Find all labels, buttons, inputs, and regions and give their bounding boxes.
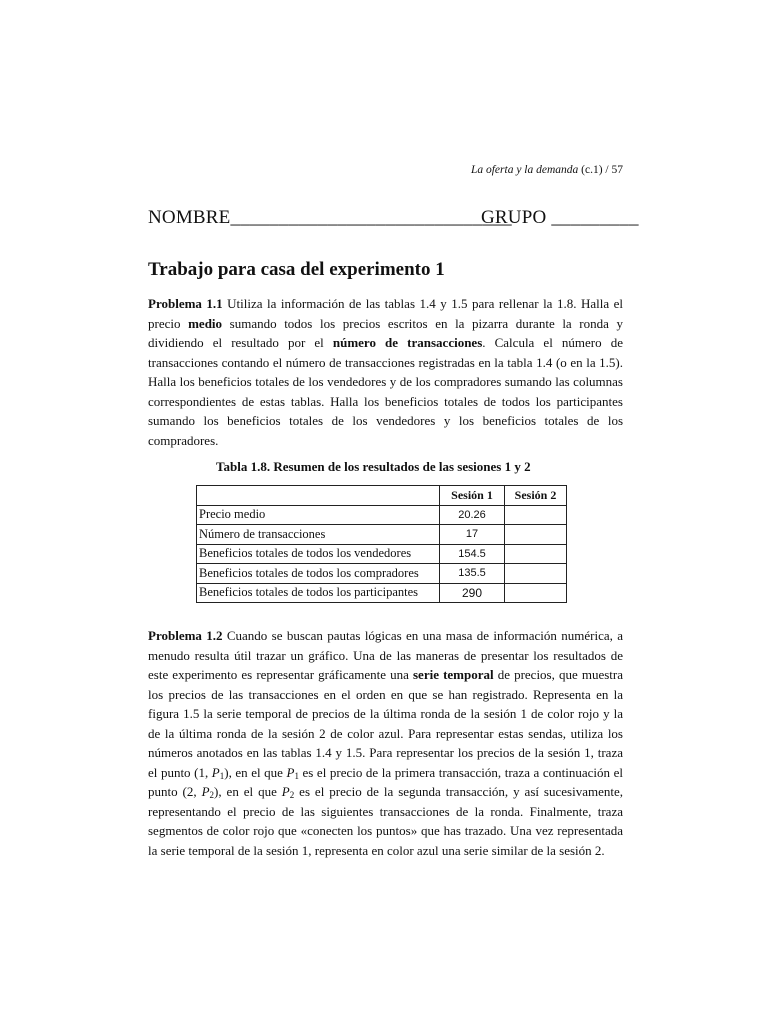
session-2-value[interactable]: [505, 564, 567, 584]
problem-1-1-bold-medio: medio: [188, 315, 223, 331]
session-1-value: 135.5: [440, 564, 505, 584]
book-title: La oferta y la demanda: [470, 164, 579, 176]
problem-1-2-text: es el precio de la primera transacción, traza a continuación el punto (2,: [148, 764, 623, 799]
name-group-line: [148, 207, 639, 229]
p-symbol: P: [281, 784, 290, 799]
table-row: [197, 505, 567, 525]
session-1-value: 290: [440, 583, 505, 603]
problem-1-2-text: ), en el que: [214, 784, 282, 799]
problem-1-2-label: Problema 1.2: [148, 628, 223, 643]
problem-1-1-bold-transacciones: número de transacciones: [332, 335, 483, 350]
session-2-value[interactable]: [505, 505, 567, 525]
running-head: [471, 164, 623, 176]
name-field-label: NOMBRE_____________________________: [148, 207, 512, 228]
row-label: Beneficios totales de todos los participantes: [197, 583, 440, 603]
problem-1-2-text: de precios, que muestra los precios de las transacciones en el orden en que se han registrado. Representa en la figura 1.5 la serie temporal de precios de la última ronda de la sesión 1 de color rojo y la de la última ronda de la sesión 2 de color azul. Para representar estas sendas, utiliza los números anotados en las tablas 1.4 y 1.5. Para representar los precios de la sesión 1, traza el punto (1,: [148, 667, 623, 780]
table-row: [197, 564, 567, 584]
table-row: [197, 544, 567, 564]
chapter-page: (c.1) / 57: [581, 164, 623, 176]
problem-1-2-text: ), en el que: [224, 764, 287, 780]
p-symbol: P: [286, 764, 295, 780]
session-2-value[interactable]: [505, 525, 567, 545]
table-header-session-1: Sesión 1: [440, 486, 505, 506]
table-row: [197, 525, 567, 545]
p-subscript: 2: [289, 790, 295, 800]
problem-1-1-text: . Calcula el número de transacciones contando el número de transacciones registradas en la tabla 1.4 (o en la 1.5). Halla los beneficios totales de los vendedores y de los compradores sumando las columnas correspondientes de estas tablas. Halla los beneficios totales de todos los participantes sumando los beneficios totales de los vendedores y los beneficios totales de los compradores.: [148, 335, 623, 448]
problem-1-2-text: Cuando se buscan pautas lógicas en una masa de información numérica, a menudo resulta útil trazar un gráfico. Una de las maneras de presentar los resultados de este experimento es representar gráficamente una: [148, 628, 623, 682]
row-label: Beneficios totales de todos los compradores: [197, 564, 440, 584]
session-1-value: 17: [440, 525, 505, 545]
p-symbol: P: [211, 764, 220, 780]
row-label: Precio medio: [197, 505, 440, 525]
session-1-value: 20.26: [440, 505, 505, 525]
session-2-value[interactable]: [505, 544, 567, 564]
problem-1-1: [148, 294, 623, 450]
table-header-session-2: Sesión 2: [505, 486, 567, 506]
group-field-label: GRUPO _________: [481, 207, 639, 228]
summary-table: [196, 485, 567, 603]
table-header-row: [197, 486, 567, 506]
row-label: Número de transacciones: [197, 525, 440, 545]
p-symbol: P: [201, 784, 210, 799]
problem-1-2-text: es el precio de la segunda transacción, y así sucesivamente, representando el precio de las siguientes transacciones de la ronda. Finalmente, traza segmentos de color rojo que «conecten los puntos» que has trazado. Una vez representada la serie temporal de la sesión 1, representa en color azul una serie similar de la sesión 2.: [148, 784, 623, 858]
problem-1-2: [148, 626, 623, 860]
section-title: Trabajo para casa del experimento 1: [148, 259, 445, 280]
table-row: [197, 583, 567, 603]
session-1-value: 154.5: [440, 544, 505, 564]
p-subscript: 1: [294, 770, 299, 781]
session-2-value[interactable]: [505, 583, 567, 603]
p-subscript: 2: [209, 790, 215, 800]
row-label: Beneficios totales de todos los vendedores: [197, 544, 440, 564]
p-subscript: 1: [219, 770, 225, 781]
table-header-empty: [197, 486, 440, 506]
problem-1-1-label: Problema 1.1: [148, 296, 223, 311]
table-caption: Tabla 1.8. Resumen de los resultados de las sesiones 1 y 2: [216, 459, 531, 474]
problem-1-1-text: sumando todos los precios escritos en la pizarra durante la ronda y dividiendo el resultado por el: [148, 315, 624, 350]
problem-1-2-bold-serie: serie temporal: [412, 667, 494, 682]
problem-1-1-text: Utiliza la información de las tablas 1.4 y 1.5 para rellenar la 1.8. Halla el precio: [148, 296, 623, 331]
